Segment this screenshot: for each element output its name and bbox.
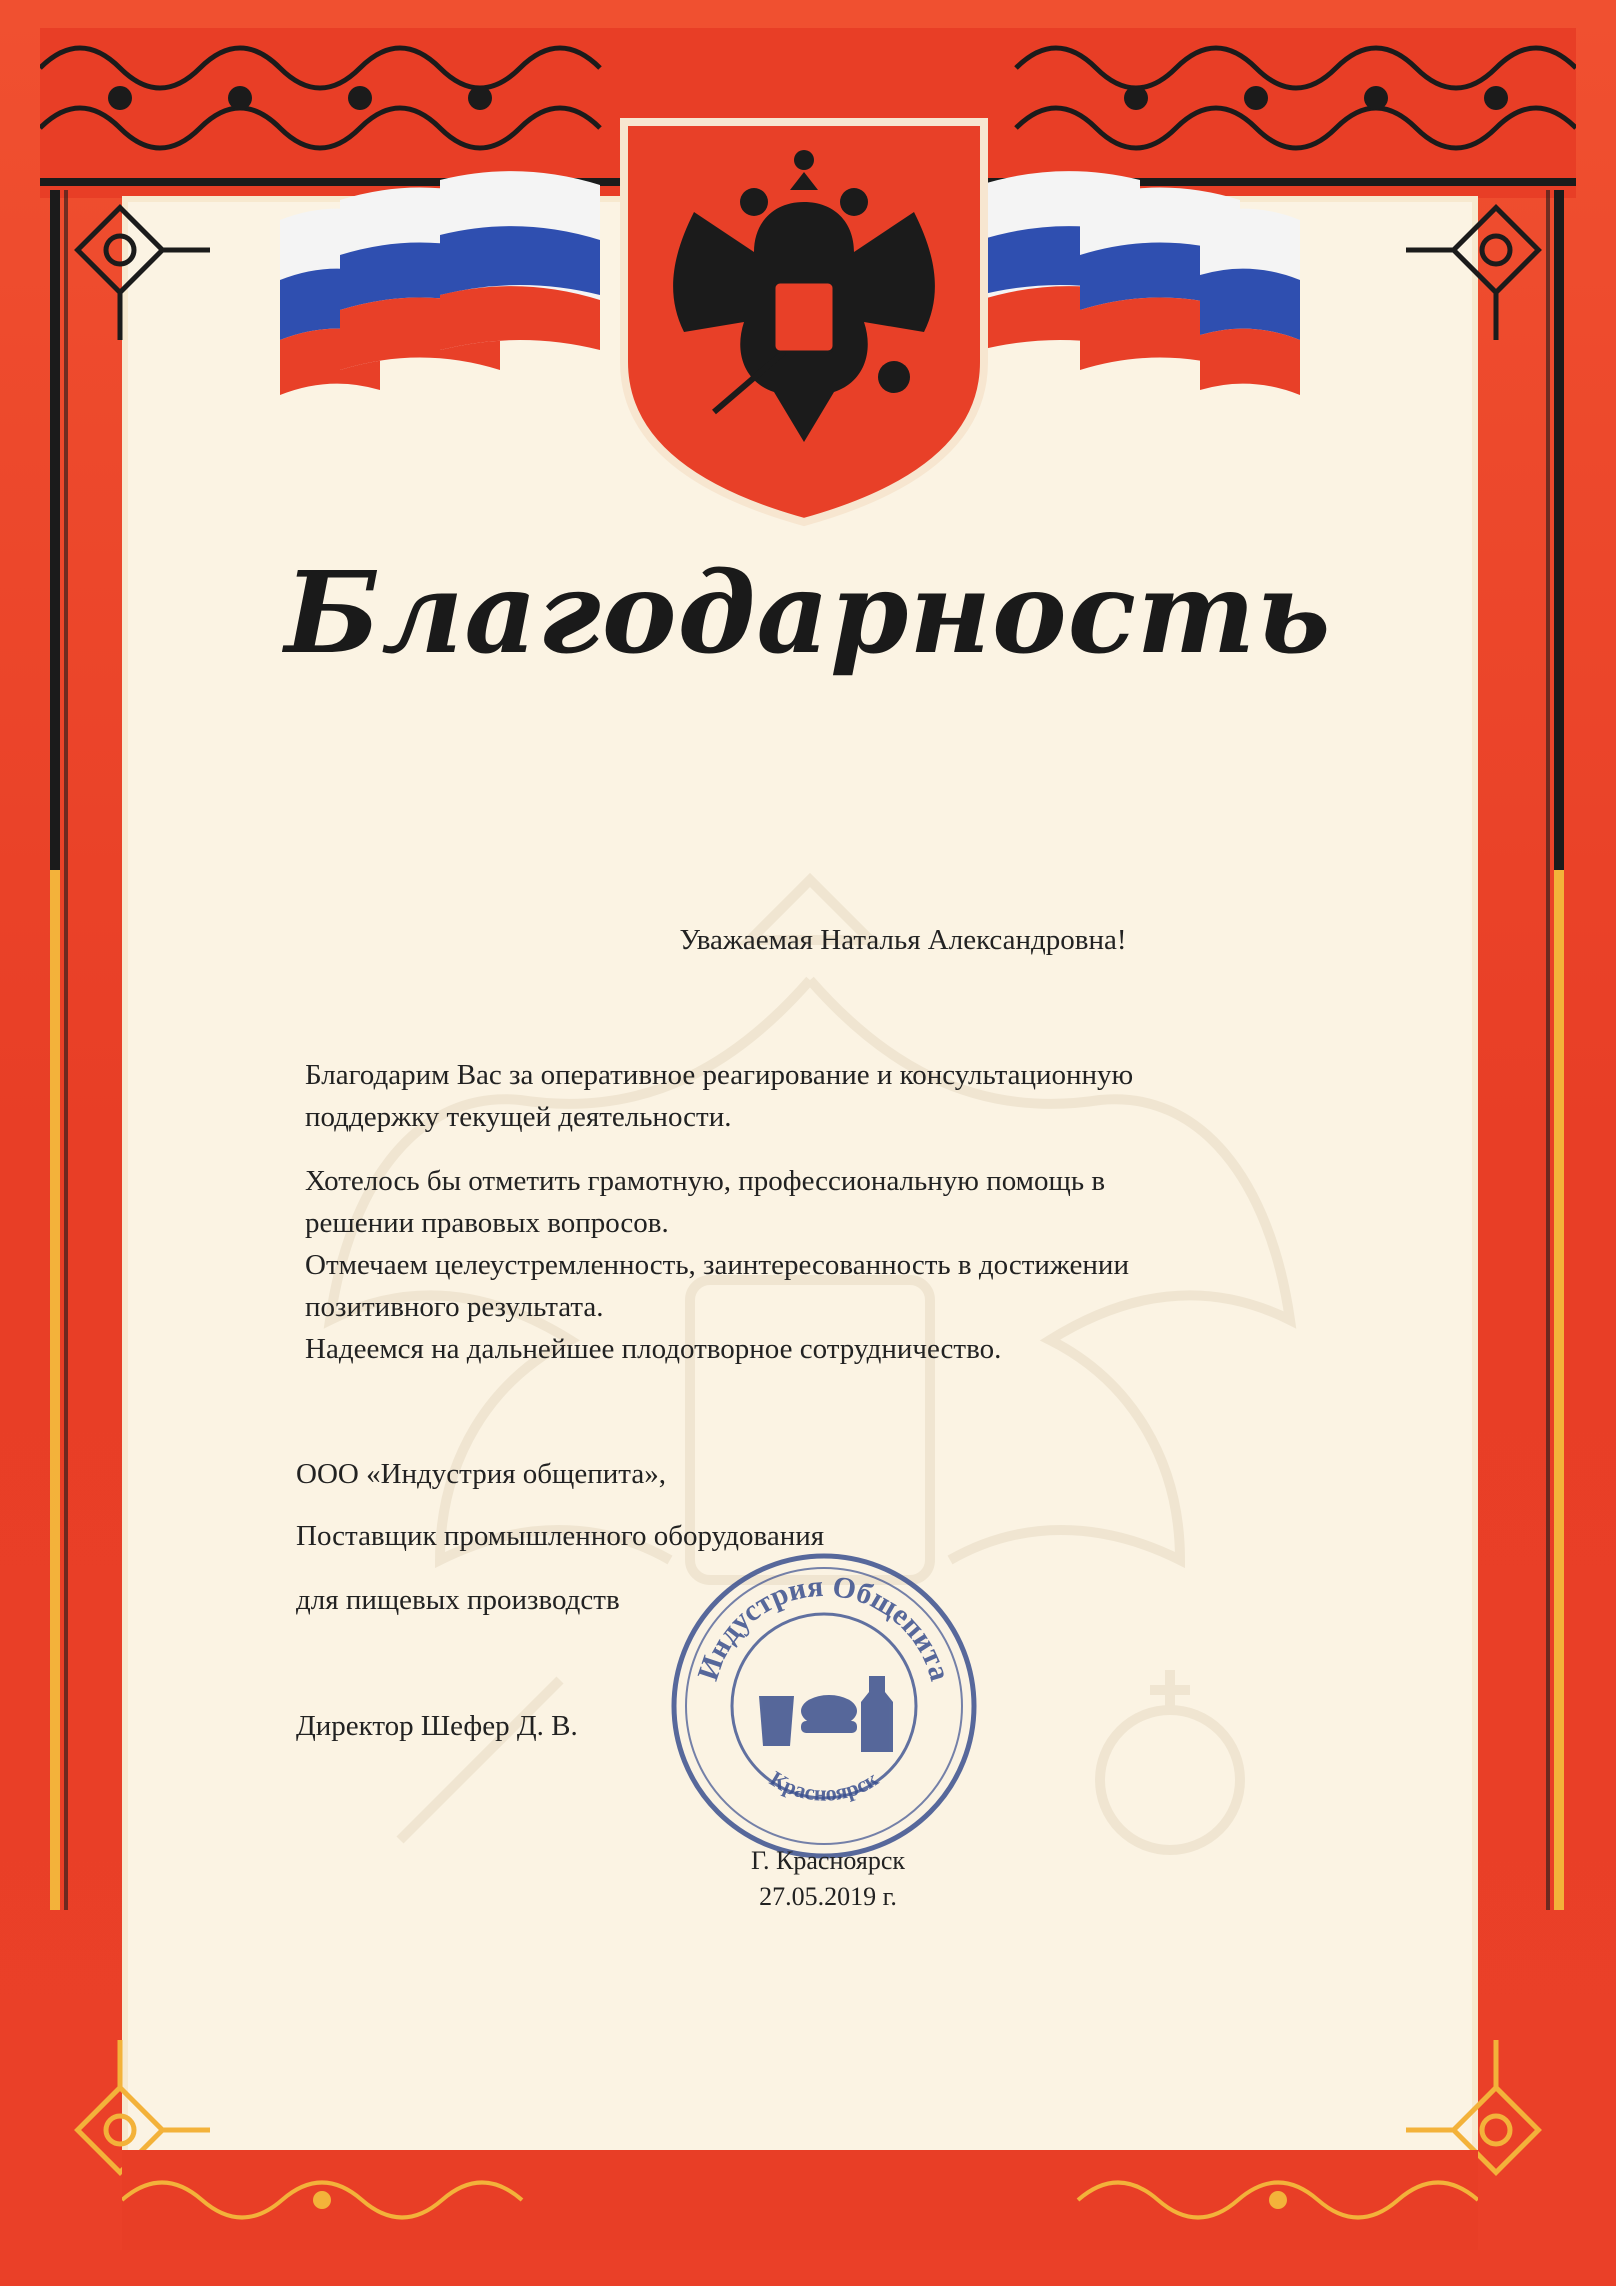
corner-ornament-top-right xyxy=(1406,190,1556,340)
paragraph-1-line: поддержку текущей деятельности. xyxy=(305,1101,732,1133)
stamp-city-text: Красноярск xyxy=(765,1765,883,1806)
company-stamp xyxy=(664,1546,984,1866)
paragraph-2-line: позитивного результата. xyxy=(305,1291,604,1323)
bottle-icon xyxy=(861,1676,893,1752)
paragraph-2-line: Надеемся на дальнейшее плодотворное сотрудничество. xyxy=(305,1333,1002,1365)
paragraph-2-line: Хотелось бы отметить грамотную, профессиональную помощь в xyxy=(305,1165,1106,1197)
paragraph-2 xyxy=(305,1160,1315,1370)
svg-text:Красноярск xyxy=(766,1766,883,1806)
stamp-ring-text: Индустрия Общепита xyxy=(691,1569,957,1685)
signatory: Директор Шефер Д. В. xyxy=(296,1710,578,1742)
paragraph-2-line: решении правовых вопросов. xyxy=(305,1207,669,1239)
organization-line-3: для пищевых производств xyxy=(296,1584,620,1616)
city: Г. Красноярск xyxy=(750,1846,906,1875)
paragraph-1-line: Благодарим Вас за оперативное реагирование и консультационную xyxy=(305,1059,1134,1091)
corner-ornament-top-left xyxy=(60,190,210,340)
coat-of-arms-shield xyxy=(604,112,1004,532)
organization-line-2: Поставщик промышленного оборудования xyxy=(296,1520,825,1552)
inner-shield-icon xyxy=(774,282,834,352)
paragraph-1 xyxy=(305,1054,1315,1138)
date: 27.05.2019 г. xyxy=(759,1882,897,1911)
cup-icon xyxy=(759,1696,794,1746)
paragraph-2-line: Отмечаем целеустремленность, заинтересованность в достижении xyxy=(305,1249,1129,1281)
certificate-title: Благодарность xyxy=(284,548,1332,679)
left-border-bar xyxy=(50,190,72,1910)
greeting: Уважаемая Наталья Александровна! xyxy=(679,924,1127,956)
bottom-ornament xyxy=(122,2150,1478,2250)
organization-name: ООО «Индустрия общепита», xyxy=(296,1458,666,1490)
right-border-bar xyxy=(1542,190,1564,1910)
